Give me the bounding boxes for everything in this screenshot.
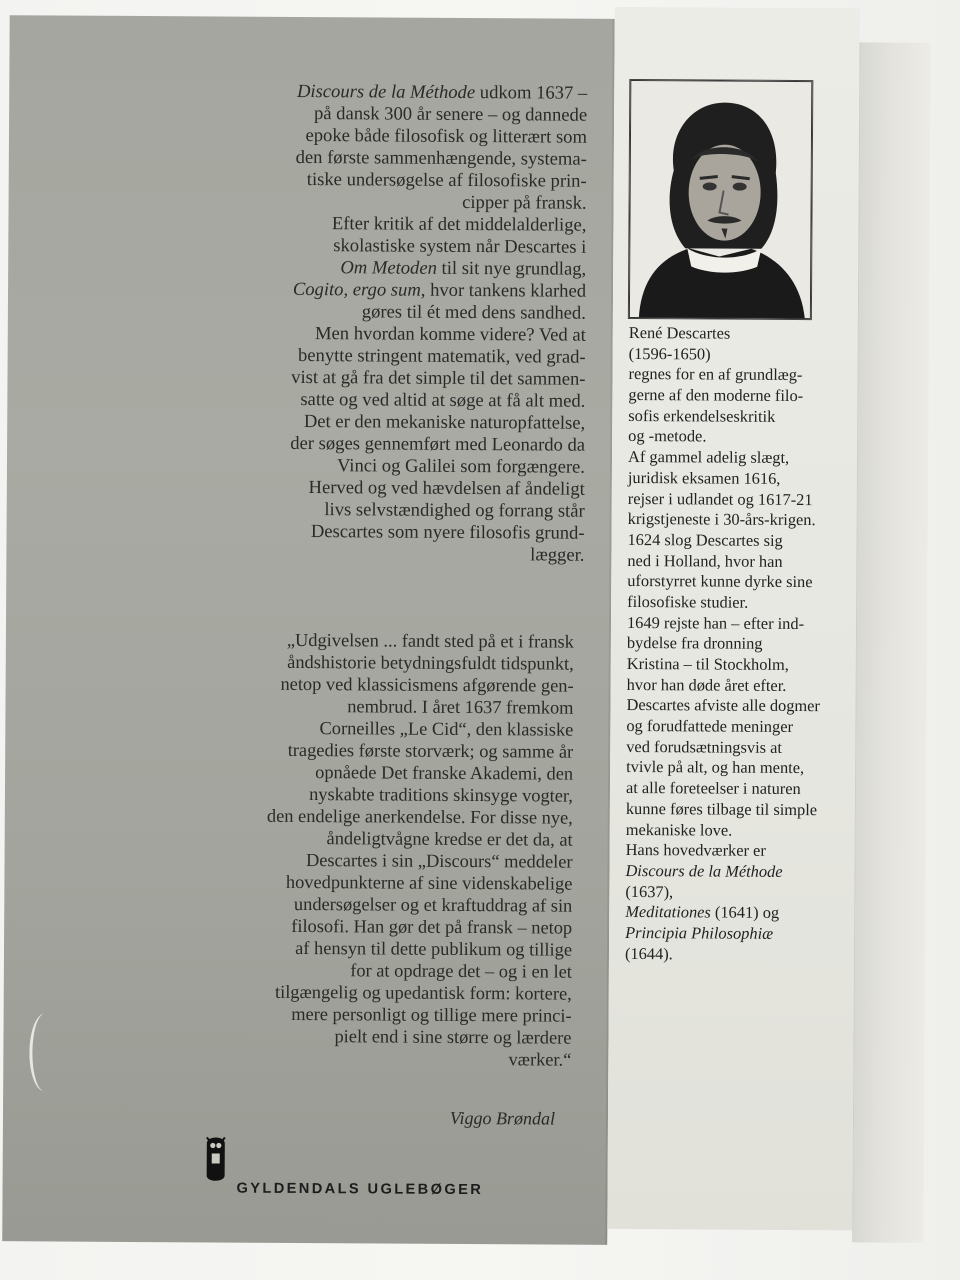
biography-text: [625, 323, 847, 966]
intro-line-rest: udkom 1637 –: [475, 82, 588, 104]
intro-line: gøres til ét med dens sandhed.: [361, 301, 586, 324]
quote-line: undersøgelser og et kraftuddrag af sin: [293, 893, 573, 916]
intro-line: livs selvstændighed og forrang står: [324, 499, 585, 522]
intro-line: den første sammenhængende, systema-: [295, 146, 587, 170]
intro-line: Efter kritik af det middelalderlige,: [331, 213, 587, 236]
intro-line: satte og ved altid at søge at få alt med.: [300, 388, 586, 412]
bio-line: kunne føres tilbage til simple: [625, 798, 818, 819]
intro-line: skolastiske system når Descartes i: [333, 235, 587, 258]
quote-line: åndshistorie betydningsfuldt tidspunkt,: [287, 651, 574, 674]
quote-line: hovedpunkterne af sine videnskabelige: [285, 871, 573, 894]
intro-line: benytte stringent matematik, ved grad-: [297, 344, 586, 368]
quote-line: for at opdrage det – og i en let: [350, 960, 572, 982]
intro-line-italic: Cogito, ergo sum: [292, 278, 421, 301]
bio-line: René Descartes: [628, 322, 731, 343]
bio-line: regnes for en af grundlæg-: [628, 364, 803, 385]
intro-line: der søges gennemført med Leonardo da: [290, 432, 586, 456]
intro-line-rest: til sit nye grundlag,: [436, 257, 587, 280]
bio-line-italic: Meditationes: [625, 902, 711, 922]
intro-line: Men hvordan komme videre? Ved at: [314, 323, 586, 346]
intro-line: tiske undersøgelse af filosofiske prin-: [306, 169, 587, 192]
bio-line: hvor han døde året efter.: [626, 674, 787, 695]
quote-line: af hensyn til dette publikum og tillige: [295, 937, 573, 960]
quote-line: værker.“: [508, 1049, 572, 1070]
intro-line: epoke både filosofisk og litterært som: [305, 125, 588, 148]
intro-line: [186, 256, 586, 280]
quote-line: Descartes i sin „Discours“ meddeler: [305, 850, 573, 872]
quote-line: Corneilles „Le Cid“, den klassiske: [319, 718, 574, 740]
bio-line: ned i Holland, hvor han: [627, 550, 783, 571]
bio-line: Hans hovedværker er: [625, 840, 766, 861]
quote-line: pielt end i sine større og lærdere: [334, 1026, 572, 1048]
intro-line: på dansk 300 år senere – og dannede: [313, 103, 588, 126]
intro-text: [184, 80, 587, 566]
intro-line: [187, 80, 587, 104]
quote-line: tilgængelig og upedantisk form: kortere,: [274, 981, 572, 1004]
bio-line: gerne af den moderne filo-: [628, 385, 804, 406]
intro-line-italic: Om Metoden: [340, 257, 437, 279]
quote-line: åndeligtvågne kredse er det da, at: [326, 828, 573, 850]
bio-line: bydelse fra dronning: [626, 633, 763, 654]
descartes-portrait: [628, 79, 813, 320]
cover-scuff-mark: [29, 1013, 60, 1091]
bio-line: 1649 rejste han – efter ind-: [626, 612, 805, 633]
bio-line: (1637),: [625, 881, 674, 901]
intro-line: lægger.: [530, 544, 585, 566]
quote-line: netop ved klassicismens afgørende gen-: [280, 673, 574, 696]
bio-line: Descartes afviste alle dogmer: [626, 695, 820, 716]
book-back-cover: [2, 3, 930, 1247]
bio-line: (1644).: [624, 943, 673, 963]
bio-line: og forudfattede meninger: [626, 716, 794, 737]
intro-line-rest: , hvor tankens klarhed: [420, 279, 587, 302]
bio-line: juridisk eksamen 1616,: [627, 467, 781, 488]
intro-line: cipper på fransk.: [462, 191, 587, 214]
quote-author: Viggo Brøndal: [449, 1107, 556, 1129]
bio-line: Af gammel adelig slægt,: [627, 447, 790, 468]
bio-line: og -metode.: [628, 426, 707, 446]
bio-line: uforstyrret kunne dyrke sine: [627, 571, 813, 592]
bio-line-rest: (1641) og: [710, 902, 780, 923]
inner-page-edge: [852, 42, 930, 1242]
quote-line: „Udgivelsen ... fandt sted på et i fransk: [286, 629, 574, 652]
bio-line: tvivle på alt, og han mente,: [626, 757, 805, 778]
bio-line: ved forudsætningsvis at: [626, 736, 783, 757]
intro-line: [186, 278, 586, 302]
bio-line: mekaniske love.: [625, 819, 733, 840]
intro-line: vist at gå fra det simple til det sammen-: [291, 366, 586, 390]
owl-logo-icon: [204, 1133, 228, 1183]
bio-line: Principia Philosophiæ: [625, 922, 774, 943]
quote-text: [203, 628, 574, 1070]
publisher-name: GYLDENDALS UGLEBØGER: [236, 1180, 484, 1199]
bio-line: 1624 slog Descartes sig: [627, 529, 783, 550]
quote-line: mere personligt og tillige mere princi-: [291, 1003, 572, 1026]
quote-line: nyskabte traditions skinsyge vogter,: [309, 784, 574, 806]
bio-line: at alle foreteelser i naturen: [625, 778, 801, 799]
bio-line: (1596-1650): [628, 343, 711, 364]
bio-line: Kristina – til Stockholm,: [626, 653, 789, 674]
intro-line: Herved og ved hævdelsen af åndeligt: [308, 477, 585, 500]
quote-line: nembrud. I året 1637 fremkom: [347, 696, 574, 718]
bio-line: krigstjeneste i 30-års-krigen.: [627, 509, 816, 530]
quote-line: den endelige anerkendelse. For disse nye,: [266, 805, 573, 828]
quote-line: tragedies første storværk; og samme år: [287, 739, 574, 762]
bio-line: filosofiske studier.: [627, 591, 749, 612]
intro-line: Det er den mekaniske naturopfattelse,: [303, 411, 586, 434]
bio-line: Discours de la Méthode: [625, 860, 783, 881]
quote-line: filosofi. Han gør det på fransk – netop: [291, 915, 573, 938]
bio-line: sofis erkendelseskritik: [628, 405, 776, 426]
intro-line: Vinci og Galilei som forgængere.: [336, 455, 586, 478]
bio-line: [625, 902, 843, 924]
quote-line: opnåede Det franske Akademi, den: [315, 762, 574, 784]
intro-line: Descartes som nyere filosofis grund-: [310, 521, 585, 544]
intro-line-italic: Discours de la Méthode: [296, 80, 476, 104]
bio-line: rejser i udlandet og 1617-21: [627, 488, 813, 509]
